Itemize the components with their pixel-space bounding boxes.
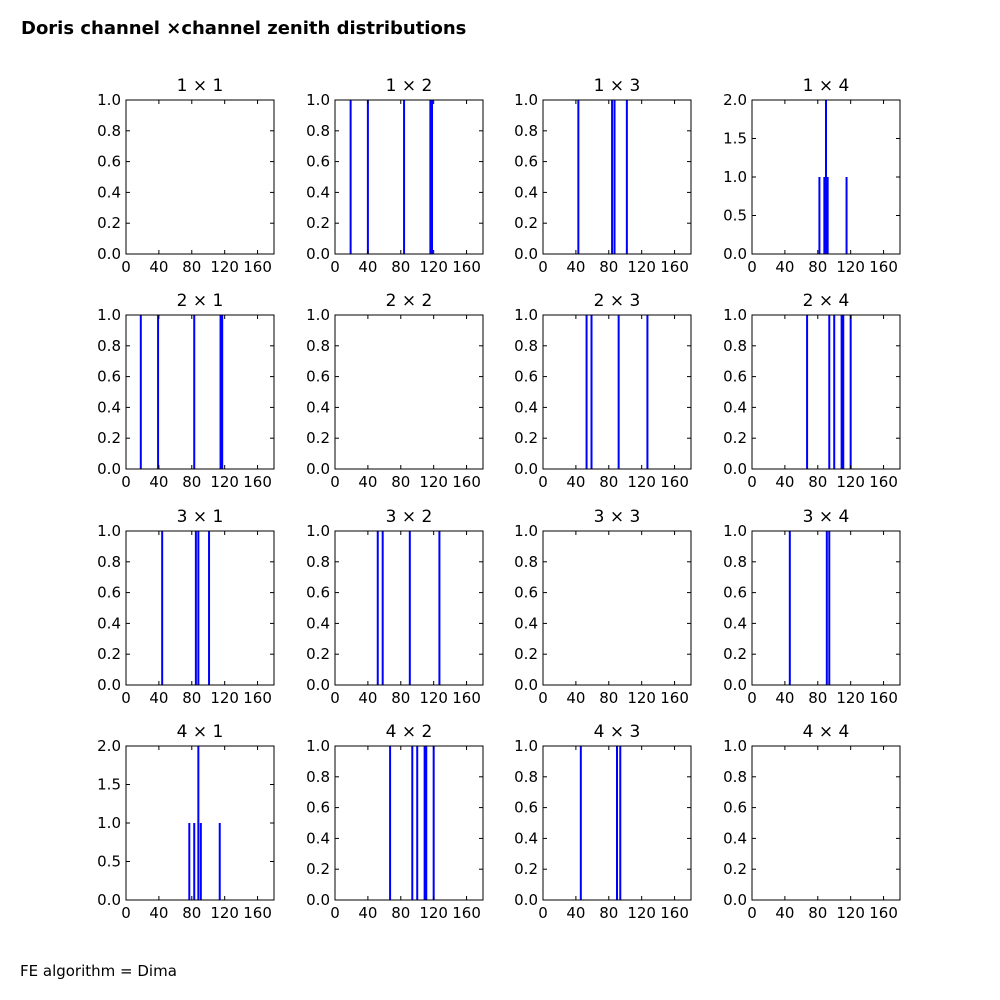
y-tick-label: 1.0 <box>514 737 538 755</box>
y-tick-label: 0.8 <box>306 552 330 571</box>
x-tick-label: 160 <box>660 904 689 922</box>
x-tick-label: 40 <box>358 473 378 491</box>
y-tick-label: 0.0 <box>306 676 330 694</box>
x-tick-label: 40 <box>149 473 169 491</box>
y-tick-label: 0.6 <box>514 798 538 817</box>
y-tick-label: 0.2 <box>514 214 538 233</box>
subplot-title: 3 × 1 <box>176 507 224 527</box>
y-tick-label: 0.8 <box>723 336 747 355</box>
x-tick-label: 160 <box>660 258 689 276</box>
figure-title: Doris channel ×channel zenith distributions <box>21 18 467 39</box>
subplot-title: 1 × 2 <box>385 76 433 96</box>
x-tick-label: 120 <box>210 689 239 707</box>
y-tick-label: 0.2 <box>97 429 121 448</box>
x-tick-label: 0 <box>747 258 757 276</box>
x-tick-label: 80 <box>808 258 828 276</box>
x-tick-label: 120 <box>210 258 239 276</box>
y-tick-label: 1.0 <box>723 168 747 186</box>
y-tick-label: 0.2 <box>514 645 538 664</box>
y-tick-label: 0.0 <box>514 676 538 694</box>
algorithm-note: FE algorithm = Dima <box>20 962 177 980</box>
x-tick-label: 80 <box>391 473 411 491</box>
x-tick-label: 40 <box>149 689 169 707</box>
x-tick-label: 120 <box>627 904 656 922</box>
plot-frame <box>126 315 274 469</box>
plot-frame <box>543 100 691 254</box>
y-tick-label: 1.0 <box>97 306 121 324</box>
x-tick-label: 0 <box>538 258 548 276</box>
subplot-1-1 <box>97 76 274 276</box>
subplot-title: 1 × 1 <box>176 76 224 96</box>
y-tick-label: 1.0 <box>514 522 538 540</box>
x-tick-label: 120 <box>210 904 239 922</box>
subplot-2-2 <box>306 291 483 491</box>
y-tick-label: 0.4 <box>514 183 538 202</box>
y-tick-label: 0.4 <box>306 614 330 633</box>
x-tick-label: 80 <box>391 258 411 276</box>
y-tick-label: 0.0 <box>97 676 121 694</box>
x-tick-label: 80 <box>599 904 619 922</box>
x-tick-label: 80 <box>182 904 202 922</box>
x-tick-label: 0 <box>121 473 131 491</box>
x-tick-label: 120 <box>627 473 656 491</box>
x-tick-label: 40 <box>358 904 378 922</box>
subplot-2-3 <box>514 291 691 491</box>
subplot-2-4 <box>723 291 900 491</box>
x-tick-label: 120 <box>419 689 448 707</box>
x-tick-label: 0 <box>121 904 131 922</box>
x-tick-label: 120 <box>627 258 656 276</box>
x-tick-label: 120 <box>836 258 865 276</box>
y-tick-label: 0.2 <box>514 860 538 879</box>
y-tick-label: 1.5 <box>723 129 747 148</box>
x-tick-label: 0 <box>330 689 340 707</box>
x-tick-label: 0 <box>121 258 131 276</box>
subplot-1-2 <box>306 76 483 276</box>
y-tick-label: 0.0 <box>723 891 747 909</box>
x-tick-label: 80 <box>182 473 202 491</box>
y-tick-label: 0.0 <box>306 891 330 909</box>
y-tick-label: 0.4 <box>514 398 538 417</box>
y-tick-label: 0.0 <box>514 891 538 909</box>
plot-frame <box>335 315 483 469</box>
x-tick-label: 40 <box>358 689 378 707</box>
y-tick-label: 0.4 <box>723 398 747 417</box>
x-tick-label: 160 <box>660 689 689 707</box>
y-tick-label: 1.0 <box>514 91 538 109</box>
x-tick-label: 80 <box>808 473 828 491</box>
x-tick-label: 120 <box>419 473 448 491</box>
x-tick-label: 0 <box>747 904 757 922</box>
y-tick-label: 0.6 <box>723 583 747 602</box>
y-tick-label: 0.4 <box>306 183 330 202</box>
y-tick-label: 0.2 <box>306 429 330 448</box>
x-tick-label: 0 <box>538 904 548 922</box>
y-tick-label: 0.8 <box>306 336 330 355</box>
x-tick-label: 160 <box>243 689 272 707</box>
plot-frame <box>752 315 900 469</box>
y-tick-label: 1.0 <box>97 91 121 109</box>
y-tick-label: 0.6 <box>97 583 121 602</box>
y-tick-label: 0.2 <box>723 429 747 448</box>
y-tick-label: 0.4 <box>97 398 121 417</box>
x-tick-label: 40 <box>149 258 169 276</box>
y-tick-label: 0.2 <box>97 645 121 664</box>
x-tick-label: 160 <box>660 473 689 491</box>
x-tick-label: 80 <box>599 258 619 276</box>
x-tick-label: 80 <box>391 689 411 707</box>
y-tick-label: 0.6 <box>97 152 121 171</box>
y-tick-label: 0.6 <box>306 367 330 386</box>
subplot-4-2 <box>306 722 483 922</box>
y-tick-label: 0.0 <box>723 676 747 694</box>
y-tick-label: 0.5 <box>97 852 121 871</box>
y-tick-label: 0.8 <box>306 767 330 786</box>
subplot-title: 2 × 3 <box>593 291 641 311</box>
y-tick-label: 0.6 <box>306 152 330 171</box>
subplot-title: 4 × 1 <box>176 722 224 742</box>
subplot-3-1 <box>97 507 274 707</box>
subplot-1-3 <box>514 76 691 276</box>
plot-frame <box>752 746 900 900</box>
y-tick-label: 1.0 <box>306 306 330 324</box>
x-tick-label: 80 <box>599 689 619 707</box>
x-tick-label: 160 <box>452 904 481 922</box>
x-tick-label: 0 <box>747 689 757 707</box>
x-tick-label: 0 <box>538 473 548 491</box>
y-tick-label: 1.0 <box>723 522 747 540</box>
x-tick-label: 160 <box>243 258 272 276</box>
y-tick-label: 0.4 <box>306 829 330 848</box>
x-tick-label: 40 <box>149 904 169 922</box>
y-tick-label: 0.8 <box>514 552 538 571</box>
y-tick-label: 0.8 <box>97 552 121 571</box>
y-tick-label: 0.0 <box>97 460 121 478</box>
subplot-4-4 <box>723 722 900 922</box>
subplot-title: 1 × 3 <box>593 76 641 96</box>
y-tick-label: 0.4 <box>514 614 538 633</box>
y-tick-label: 0.6 <box>514 583 538 602</box>
y-tick-label: 0.6 <box>306 798 330 817</box>
y-tick-label: 1.0 <box>306 91 330 109</box>
y-tick-label: 0.8 <box>306 121 330 140</box>
y-tick-label: 0.8 <box>723 767 747 786</box>
x-tick-label: 80 <box>391 904 411 922</box>
x-tick-label: 40 <box>775 258 795 276</box>
x-tick-label: 80 <box>182 689 202 707</box>
x-tick-label: 120 <box>836 689 865 707</box>
plot-frame <box>126 531 274 685</box>
x-tick-label: 120 <box>836 473 865 491</box>
y-tick-label: 1.0 <box>97 814 121 832</box>
subplot-title: 3 × 4 <box>802 507 850 527</box>
x-tick-label: 40 <box>566 473 586 491</box>
x-tick-label: 160 <box>869 473 898 491</box>
y-tick-label: 0.4 <box>723 829 747 848</box>
y-tick-label: 0.6 <box>514 367 538 386</box>
y-tick-label: 0.6 <box>723 367 747 386</box>
x-tick-label: 40 <box>566 258 586 276</box>
x-tick-label: 160 <box>869 689 898 707</box>
y-tick-label: 0.8 <box>514 336 538 355</box>
x-tick-label: 80 <box>599 473 619 491</box>
y-tick-label: 0.2 <box>306 214 330 233</box>
y-tick-label: 0.6 <box>306 583 330 602</box>
subplot-title: 4 × 4 <box>802 722 850 742</box>
y-tick-label: 0.0 <box>723 460 747 478</box>
subplot-title: 1 × 4 <box>802 76 850 96</box>
y-tick-label: 0.8 <box>723 552 747 571</box>
subplot-title: 3 × 3 <box>593 507 641 527</box>
x-tick-label: 40 <box>775 473 795 491</box>
y-tick-label: 0.0 <box>306 460 330 478</box>
y-tick-label: 0.0 <box>306 245 330 263</box>
x-tick-label: 0 <box>121 689 131 707</box>
x-tick-label: 80 <box>182 258 202 276</box>
plot-frame <box>543 531 691 685</box>
y-tick-label: 1.5 <box>97 775 121 794</box>
x-tick-label: 160 <box>452 258 481 276</box>
x-tick-label: 0 <box>747 473 757 491</box>
x-tick-label: 40 <box>775 904 795 922</box>
x-tick-label: 0 <box>330 904 340 922</box>
x-tick-label: 120 <box>210 473 239 491</box>
x-tick-label: 120 <box>627 689 656 707</box>
x-tick-label: 80 <box>808 689 828 707</box>
y-tick-label: 0.0 <box>97 891 121 909</box>
y-tick-label: 0.8 <box>97 121 121 140</box>
y-tick-label: 0.2 <box>306 645 330 664</box>
plot-frame <box>335 746 483 900</box>
subplot-3-2 <box>306 507 483 707</box>
y-tick-label: 0.6 <box>514 152 538 171</box>
x-tick-label: 160 <box>452 473 481 491</box>
y-tick-label: 0.8 <box>514 121 538 140</box>
y-tick-label: 0.0 <box>514 460 538 478</box>
x-tick-label: 120 <box>419 904 448 922</box>
y-tick-label: 0.4 <box>306 398 330 417</box>
x-tick-label: 160 <box>243 904 272 922</box>
subplot-title: 4 × 2 <box>385 722 433 742</box>
y-tick-label: 0.0 <box>723 245 747 263</box>
y-tick-label: 0.2 <box>723 860 747 879</box>
y-tick-label: 1.0 <box>306 737 330 755</box>
y-tick-label: 0.8 <box>514 767 538 786</box>
y-tick-label: 1.0 <box>723 306 747 324</box>
y-tick-label: 1.0 <box>514 306 538 324</box>
plot-frame <box>126 100 274 254</box>
x-tick-label: 40 <box>775 689 795 707</box>
y-tick-label: 0.2 <box>306 860 330 879</box>
x-tick-label: 40 <box>566 689 586 707</box>
x-tick-label: 160 <box>869 258 898 276</box>
x-tick-label: 120 <box>419 258 448 276</box>
x-tick-label: 0 <box>538 689 548 707</box>
subplot-3-4 <box>723 507 900 707</box>
subplot-title: 2 × 2 <box>385 291 433 311</box>
y-tick-label: 0.2 <box>514 429 538 448</box>
y-tick-label: 0.4 <box>723 614 747 633</box>
subplot-2-1 <box>97 291 274 491</box>
x-tick-label: 0 <box>330 258 340 276</box>
subplot-title: 4 × 3 <box>593 722 641 742</box>
y-tick-label: 2.0 <box>723 91 747 109</box>
y-tick-label: 0.0 <box>514 245 538 263</box>
x-tick-label: 120 <box>836 904 865 922</box>
y-tick-label: 0.2 <box>97 214 121 233</box>
x-tick-label: 0 <box>330 473 340 491</box>
y-tick-label: 0.5 <box>723 206 747 225</box>
subplot-title: 2 × 1 <box>176 291 224 311</box>
x-tick-label: 160 <box>452 689 481 707</box>
x-tick-label: 160 <box>869 904 898 922</box>
y-tick-label: 1.0 <box>306 522 330 540</box>
y-tick-label: 2.0 <box>97 737 121 755</box>
x-tick-label: 40 <box>358 258 378 276</box>
y-tick-label: 0.4 <box>514 829 538 848</box>
y-tick-label: 0.4 <box>97 614 121 633</box>
y-tick-label: 1.0 <box>97 522 121 540</box>
y-tick-label: 0.6 <box>97 367 121 386</box>
subplot-3-3 <box>514 507 691 707</box>
plot-frame <box>335 100 483 254</box>
subplot-4-3 <box>514 722 691 922</box>
y-tick-label: 0.2 <box>723 645 747 664</box>
y-tick-label: 0.6 <box>723 798 747 817</box>
y-tick-label: 1.0 <box>723 737 747 755</box>
y-tick-label: 0.4 <box>97 183 121 202</box>
y-tick-label: 0.0 <box>97 245 121 263</box>
y-tick-label: 0.8 <box>97 336 121 355</box>
x-tick-label: 80 <box>808 904 828 922</box>
x-tick-label: 40 <box>566 904 586 922</box>
x-tick-label: 160 <box>243 473 272 491</box>
subplot-4-1 <box>97 722 274 922</box>
subplot-title: 3 × 2 <box>385 507 433 527</box>
plot-frame <box>543 315 691 469</box>
subplot-title: 2 × 4 <box>802 291 850 311</box>
subplot-1-4 <box>723 76 900 276</box>
